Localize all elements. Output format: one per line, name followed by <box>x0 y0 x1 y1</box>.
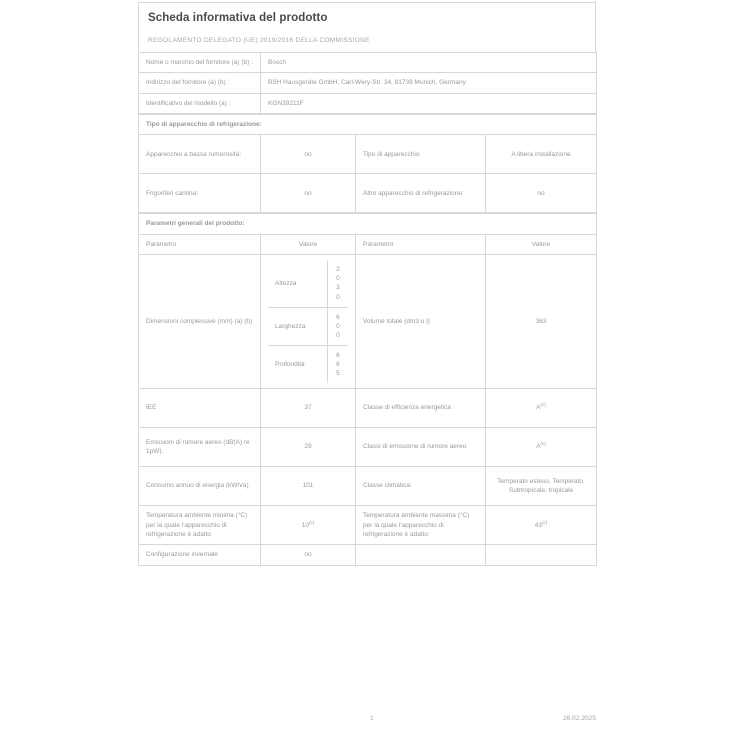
other-appliance-value: no <box>486 174 597 213</box>
model-identifier-label: Identificativo del modello (a) : <box>139 93 261 113</box>
wine-cellar-value: no <box>261 174 356 213</box>
table-row <box>139 428 597 467</box>
winter-configuration-value: no <box>261 545 356 565</box>
min-ambient-temperature-label: Temperatura ambiente minima (°C) per la quale l'apparecchio di refrigerazione è adatto <box>139 506 261 545</box>
max-ambient-temperature-number: 43 <box>534 521 542 529</box>
min-ambient-temperature-value <box>261 506 356 545</box>
header-parameter-left: Parametro <box>139 234 261 254</box>
dimension-depth-label: Profondità <box>275 360 305 368</box>
noise-class-footnote: (c) <box>540 441 546 447</box>
supplier-name-value: Bosch <box>261 52 597 72</box>
table-row <box>139 467 597 506</box>
regulation-reference: REGOLAMENTO DELEGATO (UE) 2019/2016 DELLA COMMISSIONE <box>148 36 370 44</box>
table-row <box>139 255 597 389</box>
annual-energy-label: Consumo annuo di energia (kWh/a) <box>139 467 261 506</box>
energy-efficiency-class-label: Classe di efficienza energetica <box>356 389 486 428</box>
appliance-type-section-label: Tipo di apparecchio di refrigerazione: <box>139 114 597 134</box>
page-number: 1 <box>370 714 374 722</box>
max-ambient-temperature-value <box>486 506 597 545</box>
supplier-address-label: Indirizzo del fornitore (a) (b) : <box>139 73 261 93</box>
max-ambient-temperature-footnote: (c) <box>541 519 548 525</box>
table-row <box>139 545 597 565</box>
noise-class-letter: A <box>536 443 541 451</box>
header-value-left: Valore <box>261 234 356 254</box>
header-value-right: Valore <box>486 234 597 254</box>
total-volume-label: Volume totale (dm3 o l) <box>356 255 486 389</box>
dimension-width-label: Larghezza <box>268 307 327 345</box>
supplier-address-value: BSH Hausgeräte GmbH, Carl-Wery-Str. 34, 81739 Munich, Germany <box>261 73 597 93</box>
dimensions-subtable <box>268 260 348 383</box>
general-parameters-section-label: Parametri generali del prodotto: <box>139 214 597 234</box>
dimension-width-value: 600 <box>327 307 348 345</box>
energy-efficiency-class-value <box>486 389 597 428</box>
max-ambient-temperature-label: Temperatura ambiente massima (°C) per la quale l'apparecchio di refrigerazione è adatto <box>356 506 486 545</box>
dimension-depth-value: 665 <box>327 345 348 383</box>
energy-efficiency-class-letter: A <box>536 404 541 412</box>
overall-dimensions-label: Dimensioni complessive (mm) (a) (b) <box>139 255 261 389</box>
appliance-kind-value: A libera installazione <box>486 135 597 174</box>
header-parameter-right: Parametro <box>356 234 486 254</box>
supplier-table <box>138 52 597 114</box>
min-ambient-temperature-footnote: (c) <box>308 519 315 525</box>
page-title: Scheda informativa del prodotto <box>148 12 328 24</box>
noise-emissions-value: 29 <box>261 428 356 467</box>
other-appliance-label: Altro apparecchio di refrigerazione: <box>356 174 486 213</box>
min-ambient-temperature-number: 10 <box>301 521 309 529</box>
table-row <box>268 345 348 383</box>
overall-dimensions-subtable-cell <box>261 255 356 389</box>
model-identifier-value: KGN39211F <box>261 93 597 113</box>
table-row <box>139 174 597 213</box>
table-row <box>139 214 597 234</box>
general-parameters-table <box>138 213 597 565</box>
table-row <box>268 260 348 307</box>
empty-cell-label <box>356 545 486 565</box>
table-row <box>268 307 348 345</box>
appliance-kind-label: Tipo di apparecchio <box>356 135 486 174</box>
energy-efficiency-class-footnote: (c) <box>540 402 546 408</box>
title-block <box>138 2 596 52</box>
table-row <box>139 506 597 545</box>
low-noise-value: no <box>261 135 356 174</box>
table-row <box>139 114 597 134</box>
table-row <box>139 389 597 428</box>
footer-date: 26.02.2025 <box>562 714 596 722</box>
noise-emissions-label: Emissioni di rumore aereo (dB(A) re 1pW). <box>139 428 261 467</box>
climate-class-value: Temperato esteso, Temperato, Subtropicale, tropicale <box>486 467 597 506</box>
dimension-height-label: Altezza <box>268 260 327 307</box>
wine-cellar-label: Frigoriferi cantina: <box>139 174 261 213</box>
table-row <box>139 93 597 113</box>
table-header-row <box>139 234 597 254</box>
low-noise-label: Apparecchio a bassa rumorosità: <box>139 135 261 174</box>
supplier-name-label: Nome o marchio del fornitore (a) (b) : <box>139 52 261 72</box>
annual-energy-value: 101 <box>261 467 356 506</box>
table-row <box>139 52 597 72</box>
noise-class-value <box>486 428 597 467</box>
dimension-height-value: 2030 <box>327 260 348 307</box>
noise-class-label: Classi di emissione di rumore aereo <box>356 428 486 467</box>
total-volume-value: 363 <box>486 255 597 389</box>
table-row <box>139 73 597 93</box>
table-row <box>139 135 597 174</box>
appliance-type-table <box>138 114 597 213</box>
iee-label: IEE <box>139 389 261 428</box>
empty-cell-value <box>486 545 597 565</box>
product-fiche-sheet <box>138 2 596 566</box>
iee-value: 37 <box>261 389 356 428</box>
winter-configuration-label: Configurazione invernale <box>139 545 261 565</box>
climate-class-label: Classe climatica: <box>356 467 486 506</box>
